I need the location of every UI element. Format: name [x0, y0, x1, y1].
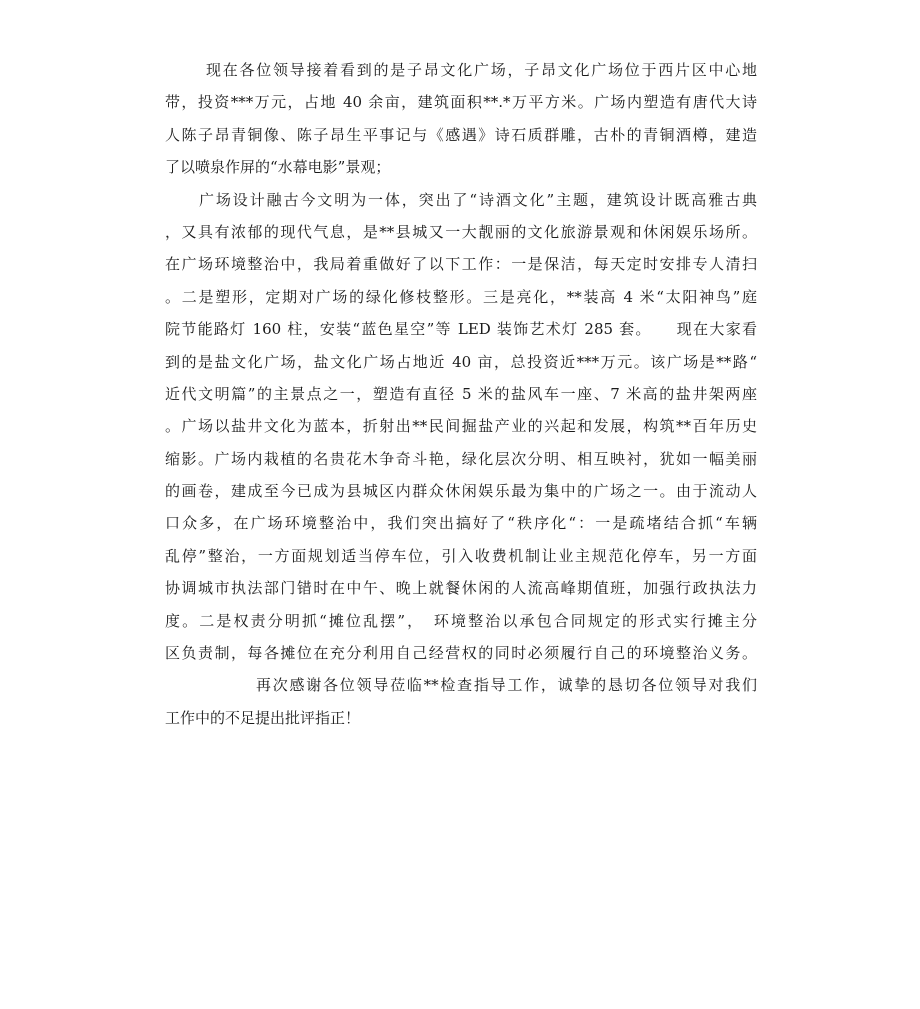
paragraph-line: 度。二是权责分明抓“摊位乱摆”， 环境整治以承包合同规定的形式实行摊主分: [165, 611, 757, 630]
paragraph-line: 口众多，在广场环境整治中，我们突出搞好了“秩序化“：一是疏堵结合抓“车辆: [165, 514, 757, 533]
paragraph-line: 广场设计融古今文明为一体，突出了“诗酒文化”主题，建筑设计既高雅古典: [199, 190, 757, 209]
paragraph-line: 在广场环境整治中，我局着重做好了以下工作：一是保洁，每天定时安排专人清扫: [165, 255, 757, 274]
paragraph-line: 再次感谢各位领导莅临**检查指导工作，诚挚的恳切各位领导对我们: [256, 676, 757, 695]
paragraph-line: 院节能路灯 160 柱，安装“蓝色星空”等 LED 装饰艺术灯 285 套。 现在大家看: [165, 320, 757, 339]
paragraph-line: 人陈子昂青铜像、陈子昂生平事记与《感遇》诗石质群雕，古朴的青铜酒樽，建造: [165, 125, 757, 144]
paragraph-line: 近代文明篇”的主景点之一，塑造有直径 5 米的盐风车一座、7 米高的盐井架两座: [165, 384, 757, 403]
paragraph-line: 。广场以盐井文化为蓝本，折射出**民间掘盐产业的兴起和发展，构筑**百年历史: [165, 417, 757, 436]
paragraph-line: 的画卷，建成至今已成为县城区内群众休闲娱乐最为集中的广场之一。由于流动人: [165, 482, 757, 501]
paragraph-line: 现在各位领导接着看到的是子昂文化广场，子昂文化广场位于西片区中心地: [206, 61, 757, 79]
paragraph-line: 了以喷泉作屏的“水幕电影”景观；: [165, 158, 391, 177]
paragraph-line: 缩影。广场内栽植的名贵花木争奇斗艳，绿化层次分明、相互映衬，犹如一幅美丽: [165, 449, 757, 468]
paragraph-line: 乱停”整治，一方面规划适当停车位，引入收费机制让业主规范化停车，另一方面: [165, 546, 757, 565]
paragraph-line: 协调城市执法部门错时在中午、晚上就餐休闲的人流高峰期值班，加强行政执法力: [165, 579, 757, 598]
paragraph-line: ，又具有浓郁的现代气息，是**县城又一大靓丽的文化旅游景观和休闲娱乐场所。: [165, 222, 757, 241]
paragraph-line: 。二是塑形，定期对广场的绿化修枝整形。三是亮化，**装高 4 米“太阳神鸟”庭: [165, 287, 757, 306]
paragraph-line: 到的是盐文化广场，盐文化广场占地近 40 亩，总投资近***万元。该广场是**路“: [165, 352, 757, 371]
paragraph-line: 工作中的不足提出批评指正！: [165, 708, 361, 727]
paragraph-line: 区负责制，每各摊位在充分利用自己经营权的同时必须履行自己的环境整治义务。: [165, 644, 757, 663]
document-body: [165, 54, 757, 734]
paragraph-line: 带，投资***万元，占地 40 余亩，建筑面积**.*万平方米。广场内塑造有唐代大诗: [165, 93, 757, 112]
